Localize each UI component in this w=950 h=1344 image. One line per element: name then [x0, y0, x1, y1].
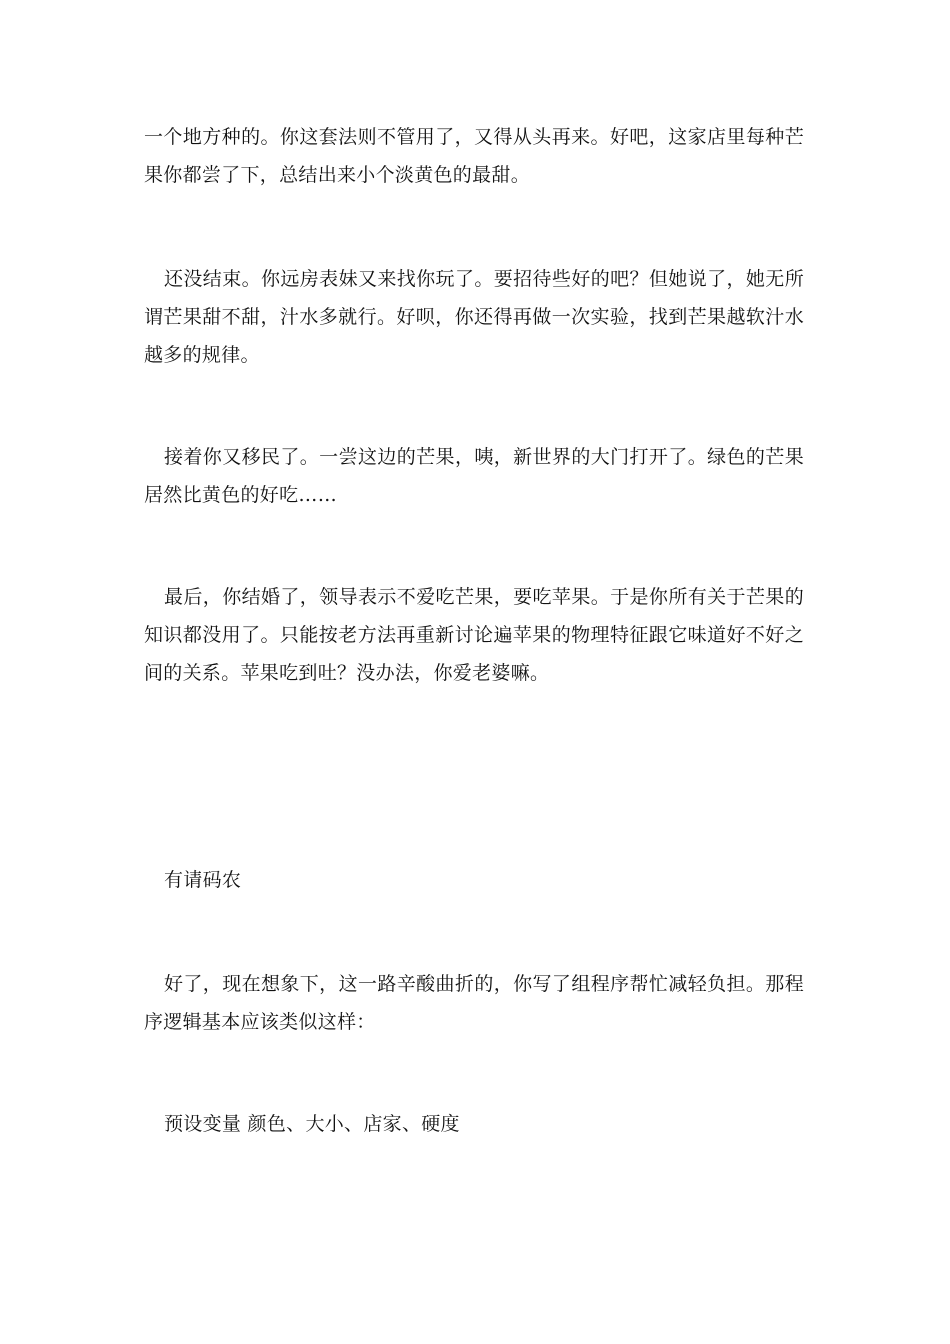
paragraph-continuation: 一个地方种的。你这套法则不管用了，又得从头再来。好吧，这家店里每种芒果你都尝了下，总结出来小个淡黄色的最甜。: [144, 126, 804, 186]
section-heading-coder: 有请码农: [164, 869, 242, 891]
paragraph-marriage: 最后，你结婚了，领导表示不爱吃芒果，要吃苹果。于是你所有关于芒果的知识都没用了。只能按老方法再重新讨论遍苹果的物理特征跟它味道好不好之间的关系。苹果吃到吐？没办法，你爱老婆嘛。: [144, 586, 804, 684]
paragraph-program-intro: 好了，现在想象下，这一路辛酸曲折的，你写了组程序帮忙减轻负担。那程序逻辑基本应该类似这样：: [144, 973, 804, 1033]
paragraph-cousin-visit: 还没结束。你远房表妹又来找你玩了。要招待些好的吧？但她说了，她无所谓芒果甜不甜，汁水多就行。好呗，你还得再做一次实验，找到芒果越软汁水越多的规律。: [144, 268, 804, 366]
paragraph-preset-variables: 预设变量 颜色、大小、店家、硬度: [164, 1113, 460, 1135]
paragraph-immigration: 接着你又移民了。一尝这边的芒果，咦，新世界的大门打开了。绿色的芒果居然比黄色的好吃……: [144, 446, 804, 506]
